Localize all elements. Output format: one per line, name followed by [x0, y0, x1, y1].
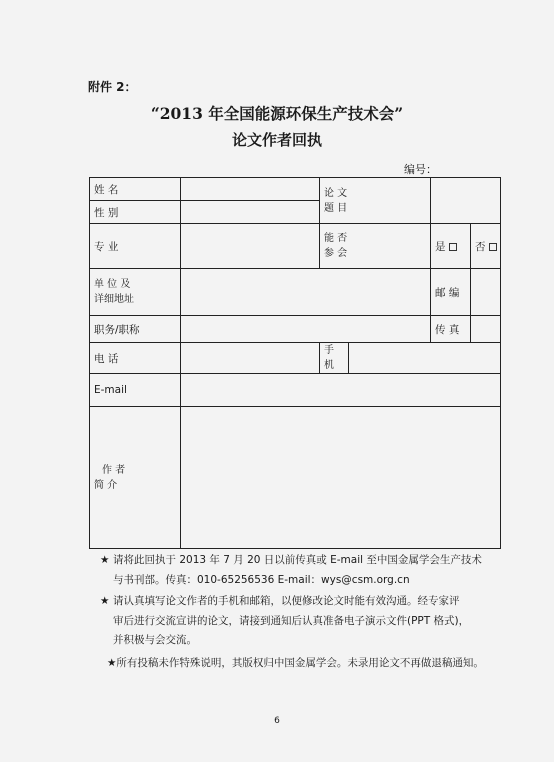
phone-field[interactable]: [181, 343, 320, 374]
attachment-label: 附件 2：: [88, 80, 137, 94]
mobile-cell[interactable]: [320, 343, 501, 374]
paper-title-field[interactable]: [431, 178, 501, 224]
specialty-field[interactable]: [181, 224, 320, 269]
attend-yes-option[interactable]: 是: [431, 224, 471, 269]
yes-checkbox[interactable]: [449, 243, 457, 251]
postcode-field[interactable]: [471, 269, 501, 316]
serial-number-label: 编号：: [404, 163, 437, 176]
star-icon: ★: [107, 657, 117, 669]
note-copyright: ★所有投稿未作特殊说明，其版权归中国金属学会。未录用论文不再做退稿通知。: [107, 657, 484, 669]
bio-label: 作 者 简 介: [90, 407, 181, 549]
star-icon: ★: [100, 554, 110, 566]
paper-title-label: 论 文 题 目: [320, 178, 431, 224]
phone-label: 电 话: [90, 343, 181, 374]
page-number: 6: [274, 716, 280, 726]
star-icon: ★: [100, 595, 110, 607]
gender-label: 性 别: [90, 201, 181, 224]
note-submission: ★ 请将此回执于 2013 年 7 月 20 日以前传真或 E-mail 至中国金属学会生产技术 与书刊部。传真：010-65256536 E-mail：wys@csm.org.cn: [113, 551, 493, 590]
specialty-label: 专 业: [90, 224, 181, 269]
name-field[interactable]: [181, 178, 320, 201]
position-field[interactable]: [181, 316, 431, 343]
conference-title: “2013 年全国能源环保生产技术会”: [150, 104, 404, 123]
email-label: E-mail: [90, 374, 181, 407]
mobile-label: 手 机: [320, 343, 349, 373]
email-field[interactable]: [181, 374, 501, 407]
postcode-label: 邮 编: [431, 269, 471, 316]
mobile-field[interactable]: [349, 343, 500, 373]
name-label: 姓 名: [90, 178, 181, 201]
position-label: 职务/职称: [90, 316, 181, 343]
fax-label: 传 真: [431, 316, 471, 343]
form-title: 论文作者回执: [231, 131, 322, 149]
gender-field[interactable]: [181, 201, 320, 224]
attend-no-option[interactable]: 否: [471, 224, 501, 269]
bio-field[interactable]: [181, 407, 501, 549]
unit-address-field[interactable]: [181, 269, 431, 316]
unit-address-label: 单 位 及 详细地址: [90, 269, 181, 316]
no-checkbox[interactable]: [489, 243, 497, 251]
note-contact: ★ 请认真填写论文作者的手机和邮箱，以便修改论文时能有效沟通。经专家评 审后进行交流宣讲的论文，请接到通知后认真准备电子演示文件(PPT 格式)， 并积极与会交流。: [113, 592, 493, 651]
fax-field[interactable]: [471, 316, 501, 343]
attend-label: 能 否 参 会: [320, 224, 431, 269]
author-reply-form: [89, 177, 501, 549]
